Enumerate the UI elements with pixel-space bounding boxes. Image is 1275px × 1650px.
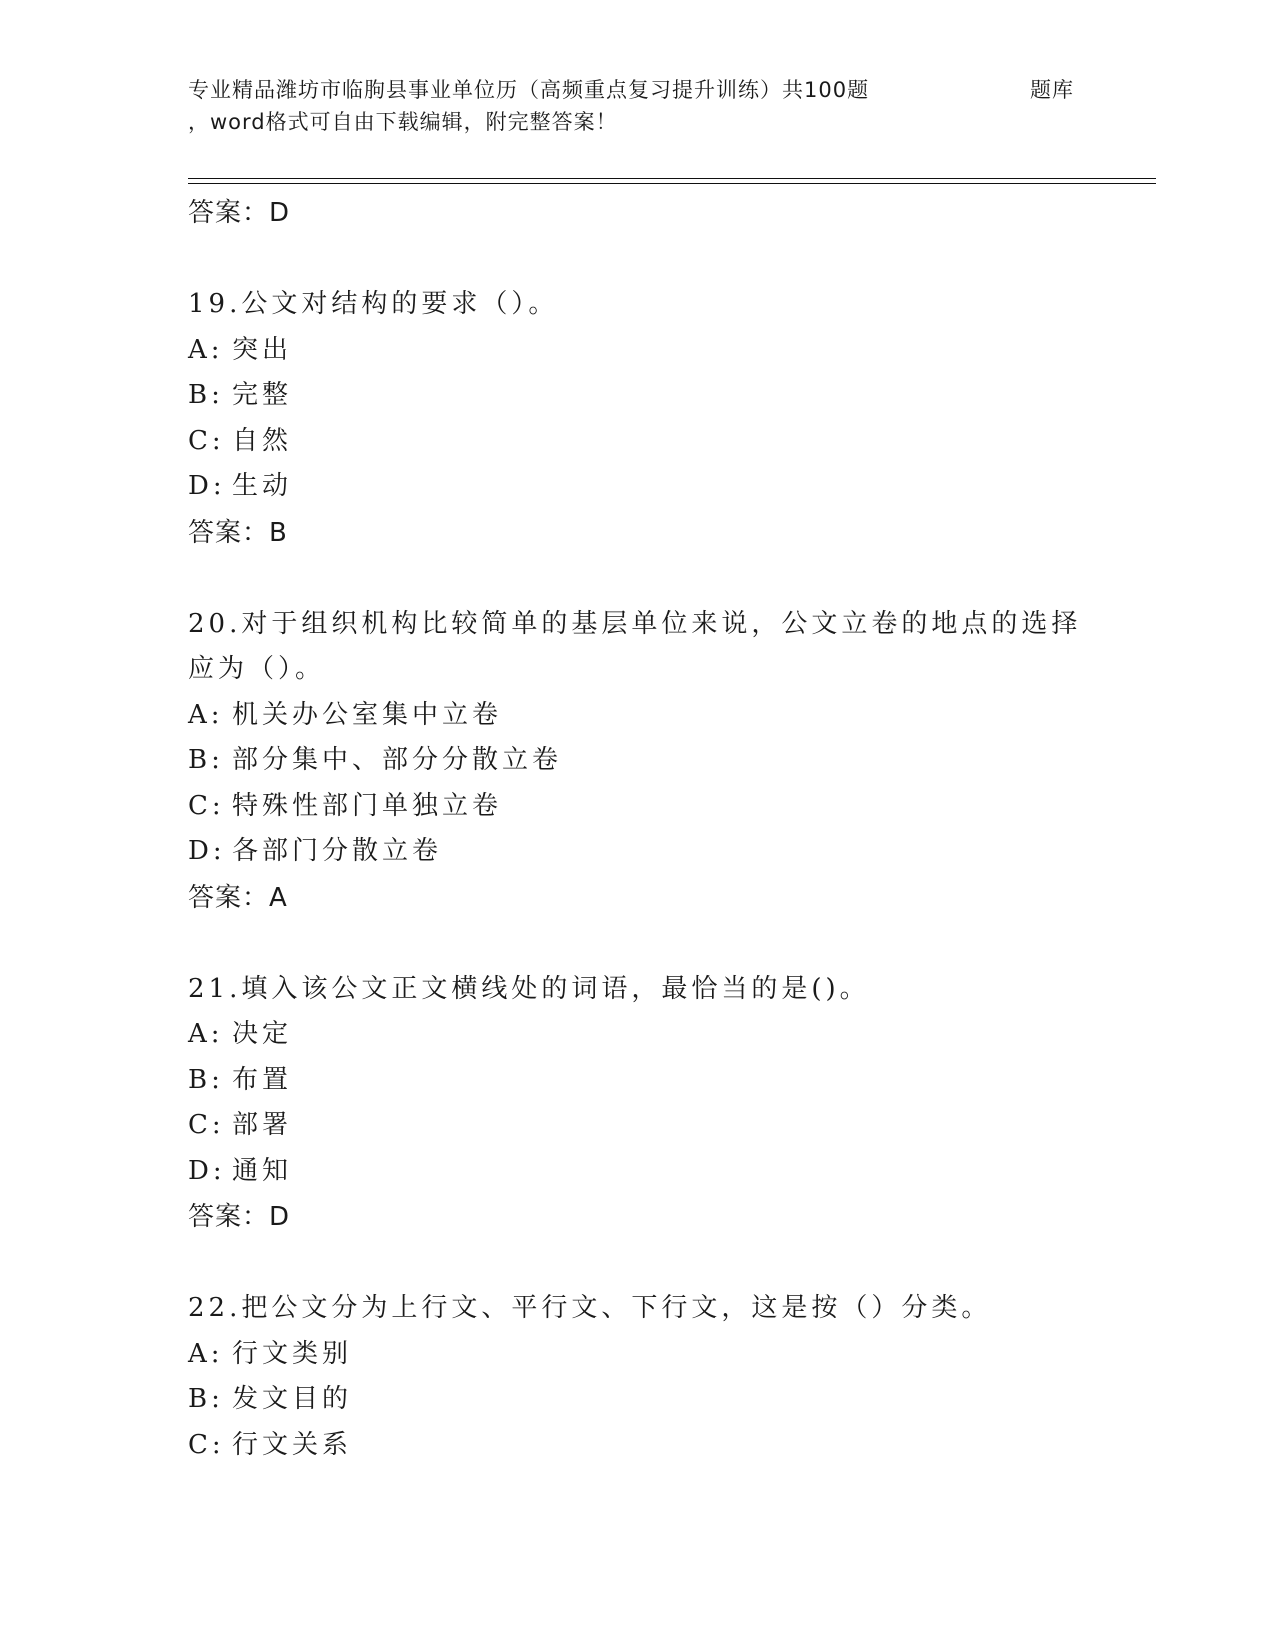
question-block-21	[188, 967, 1148, 1241]
option-a	[188, 1332, 1148, 1378]
option-d	[188, 829, 1148, 875]
option-b	[188, 1377, 1148, 1423]
header-divider-top	[188, 178, 1156, 179]
option-letter: A:	[188, 699, 224, 730]
option-letter: B:	[188, 1384, 224, 1414]
option-letter: C:	[188, 1110, 225, 1140]
option-letter: C:	[188, 1429, 225, 1460]
question-block-22	[188, 1286, 1148, 1468]
option-text: 生动	[232, 471, 293, 501]
option-a	[188, 1012, 1148, 1058]
option-text: 发文目的	[232, 1384, 353, 1414]
option-text: 通知	[232, 1155, 293, 1186]
question-text: 22.把公文分为上行文、平行文、下行文，这是按（）分类。	[188, 1293, 992, 1323]
option-text: 布置	[232, 1064, 293, 1095]
header-title-line	[188, 74, 1093, 106]
option-a	[188, 328, 1148, 374]
option-text: 决定	[232, 1019, 293, 1049]
option-letter: D:	[188, 836, 226, 866]
option-text: 行文类别	[232, 1338, 353, 1369]
header-subtitle: ，word格式可自由下载编辑，附完整答案！	[188, 110, 618, 134]
option-c	[188, 784, 1148, 830]
answer-18: 答案：D	[188, 198, 291, 228]
header-library-label: 题库	[1030, 78, 1074, 102]
option-b	[188, 738, 1148, 784]
option-text: 各部门分散立卷	[232, 836, 443, 866]
answer-21: 答案：D	[188, 1202, 291, 1232]
option-text: 完整	[232, 380, 293, 410]
question-block-19	[188, 282, 1148, 556]
option-letter: B:	[188, 1064, 224, 1095]
question-list	[188, 190, 1148, 1468]
question-block-20	[188, 602, 1148, 921]
question-text: 19.公文对结构的要求（）。	[188, 289, 559, 319]
option-text: 突出	[232, 334, 293, 365]
option-b	[188, 373, 1148, 419]
option-letter: D:	[188, 1155, 226, 1186]
option-c	[188, 419, 1148, 465]
option-c	[188, 1423, 1148, 1469]
option-b	[188, 1058, 1148, 1104]
option-letter: B:	[188, 745, 224, 775]
header-divider-bottom	[188, 183, 1156, 184]
option-letter: B:	[188, 380, 224, 410]
option-text: 行文关系	[232, 1429, 353, 1460]
option-d	[188, 464, 1148, 510]
option-letter: A:	[188, 1338, 224, 1369]
option-text: 特殊性部门单独立卷	[232, 790, 503, 821]
option-d	[188, 1149, 1148, 1195]
option-text: 部署	[232, 1110, 293, 1140]
option-letter: C:	[188, 790, 225, 821]
option-text: 自然	[232, 425, 293, 456]
question-text: 21.填入该公文正文横线处的词语，最恰当的是()。	[188, 973, 870, 1004]
option-c	[188, 1103, 1148, 1149]
page-header	[188, 74, 1093, 138]
answer-19: 答案：B	[188, 517, 288, 548]
answer-20: 答案：A	[188, 882, 288, 913]
header-title: 专业精品潍坊市临朐县事业单位历（高频重点复习提升训练）共100题	[188, 78, 870, 102]
question-text: 20.对于组织机构比较简单的基层单位来说，公文立卷的地点的选择应为（）。	[188, 608, 1082, 684]
option-a	[188, 693, 1148, 739]
option-text: 部分集中、部分分散立卷	[232, 745, 563, 775]
option-letter: D:	[188, 471, 226, 501]
option-letter: C:	[188, 425, 225, 456]
option-letter: A:	[188, 1019, 224, 1049]
option-letter: A:	[188, 334, 224, 365]
option-text: 机关办公室集中立卷	[232, 699, 503, 730]
